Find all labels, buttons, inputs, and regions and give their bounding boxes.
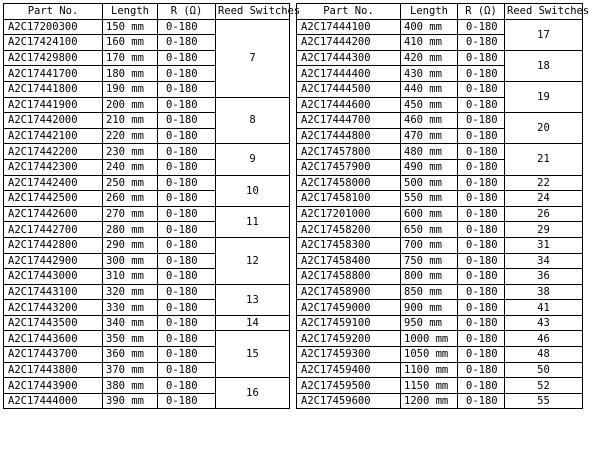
part-number-cell: A2C17459000 [297, 300, 401, 316]
resistance-cell: 0-180 [158, 300, 216, 316]
length-cell: 230 mm [103, 144, 158, 160]
resistance-cell: 0-180 [458, 50, 505, 66]
resistance-cell: 0-180 [158, 113, 216, 129]
part-number-cell: A2C17429800 [4, 50, 103, 66]
table-row [297, 191, 583, 207]
reed-switches-cell: 22 [505, 175, 583, 191]
length-cell: 280 mm [103, 222, 158, 238]
reed-switches-cell: 26 [505, 206, 583, 222]
part-number-cell: A2C17458200 [297, 222, 401, 238]
length-cell: 370 mm [103, 362, 158, 378]
part-number-cell: A2C17443500 [4, 315, 103, 331]
header-part-no: Part No. [4, 4, 103, 20]
resistance-cell: 0-180 [458, 128, 505, 144]
length-cell: 1050 mm [401, 347, 458, 363]
reed-switches-cell: 38 [505, 284, 583, 300]
table-row [297, 393, 583, 409]
resistance-cell: 0-180 [458, 206, 505, 222]
reed-switches-cell: 24 [505, 191, 583, 207]
reed-switches-cell: 48 [505, 347, 583, 363]
length-cell: 310 mm [103, 269, 158, 285]
part-number-cell: A2C17459600 [297, 393, 401, 409]
reed-switches-cell: 20 [505, 113, 583, 144]
length-cell: 350 mm [103, 331, 158, 347]
length-cell: 750 mm [401, 253, 458, 269]
part-number-cell: A2C17443800 [4, 362, 103, 378]
reed-switches-cell: 10 [216, 175, 290, 206]
part-number-cell: A2C17444400 [297, 66, 401, 82]
part-number-cell: A2C17458900 [297, 284, 401, 300]
header-length: Length [103, 4, 158, 20]
length-cell: 650 mm [401, 222, 458, 238]
part-number-cell: A2C17441700 [4, 66, 103, 82]
length-cell: 220 mm [103, 128, 158, 144]
left-parts-table [3, 3, 301, 409]
resistance-cell: 0-180 [458, 191, 505, 207]
part-number-cell: A2C17458300 [297, 237, 401, 253]
reed-switches-cell: 13 [216, 284, 290, 315]
length-cell: 440 mm [401, 81, 458, 97]
part-number-cell: A2C17444000 [4, 393, 103, 409]
reed-switches-cell: 52 [505, 378, 583, 394]
table-row [297, 331, 583, 347]
resistance-cell: 0-180 [158, 331, 216, 347]
header-row [297, 4, 583, 20]
part-number-cell: A2C17459300 [297, 347, 401, 363]
length-cell: 950 mm [401, 315, 458, 331]
header-row [4, 4, 290, 20]
length-cell: 1150 mm [401, 378, 458, 394]
length-cell: 850 mm [401, 284, 458, 300]
length-cell: 500 mm [401, 175, 458, 191]
length-cell: 210 mm [103, 113, 158, 129]
reed-switches-cell: 21 [505, 144, 583, 175]
resistance-cell: 0-180 [458, 159, 505, 175]
resistance-cell: 0-180 [458, 253, 505, 269]
part-number-cell: A2C17444500 [297, 81, 401, 97]
table-row [4, 378, 290, 394]
table-row [4, 144, 290, 160]
resistance-cell: 0-180 [458, 35, 505, 51]
resistance-cell: 0-180 [158, 128, 216, 144]
length-cell: 270 mm [103, 206, 158, 222]
reed-switches-cell: 50 [505, 362, 583, 378]
table-row [297, 347, 583, 363]
length-cell: 490 mm [401, 159, 458, 175]
table-row [4, 175, 290, 191]
length-cell: 600 mm [401, 206, 458, 222]
resistance-cell: 0-180 [158, 144, 216, 160]
part-number-cell: A2C17457900 [297, 159, 401, 175]
resistance-cell: 0-180 [458, 81, 505, 97]
table-row [297, 269, 583, 285]
reed-switches-cell: 18 [505, 50, 583, 81]
part-number-cell: A2C17442800 [4, 237, 103, 253]
length-cell: 250 mm [103, 175, 158, 191]
resistance-cell: 0-180 [458, 284, 505, 300]
length-cell: 700 mm [401, 237, 458, 253]
table-row [297, 284, 583, 300]
part-number-cell: A2C17444700 [297, 113, 401, 129]
resistance-cell: 0-180 [158, 191, 216, 207]
table-row [297, 237, 583, 253]
resistance-cell: 0-180 [458, 315, 505, 331]
part-number-cell: A2C17442000 [4, 113, 103, 129]
part-number-cell: A2C17442200 [4, 144, 103, 160]
length-cell: 360 mm [103, 347, 158, 363]
length-cell: 450 mm [401, 97, 458, 113]
part-number-cell: A2C17424100 [4, 35, 103, 51]
resistance-cell: 0-180 [458, 19, 505, 35]
length-cell: 190 mm [103, 81, 158, 97]
length-cell: 900 mm [401, 300, 458, 316]
table-row [4, 284, 290, 300]
part-number-cell: A2C17441900 [4, 97, 103, 113]
part-number-cell: A2C17442500 [4, 191, 103, 207]
part-number-cell: A2C17443000 [4, 269, 103, 285]
table-row [4, 315, 290, 331]
length-cell: 410 mm [401, 35, 458, 51]
length-cell: 170 mm [103, 50, 158, 66]
header-resistance: R (Ω) [158, 4, 216, 20]
reed-switches-cell: 29 [505, 222, 583, 238]
length-cell: 180 mm [103, 66, 158, 82]
resistance-cell: 0-180 [158, 81, 216, 97]
table-row [4, 237, 290, 253]
part-number-cell: A2C17442700 [4, 222, 103, 238]
part-number-cell: A2C17444800 [297, 128, 401, 144]
resistance-cell: 0-180 [458, 144, 505, 160]
part-number-cell: A2C17443200 [4, 300, 103, 316]
resistance-cell: 0-180 [158, 19, 216, 35]
resistance-cell: 0-180 [458, 300, 505, 316]
table-row [297, 362, 583, 378]
resistance-cell: 0-180 [458, 113, 505, 129]
table-row [297, 222, 583, 238]
length-cell: 800 mm [401, 269, 458, 285]
resistance-cell: 0-180 [158, 159, 216, 175]
part-number-cell: A2C17443700 [4, 347, 103, 363]
table-row [297, 253, 583, 269]
right-parts-table [296, 3, 589, 409]
resistance-cell: 0-180 [158, 206, 216, 222]
reed-switches-cell: 17 [505, 19, 583, 50]
resistance-cell: 0-180 [458, 66, 505, 82]
resistance-cell: 0-180 [458, 331, 505, 347]
part-number-cell: A2C17458400 [297, 253, 401, 269]
table-row [297, 50, 583, 66]
part-number-cell: A2C17459400 [297, 362, 401, 378]
part-number-cell: A2C17200300 [4, 19, 103, 35]
resistance-cell: 0-180 [458, 393, 505, 409]
table-row [297, 81, 583, 97]
table-row [4, 97, 290, 113]
part-number-cell: A2C17459200 [297, 331, 401, 347]
resistance-cell: 0-180 [158, 393, 216, 409]
resistance-cell: 0-180 [158, 237, 216, 253]
table-row [297, 113, 583, 129]
table-row [297, 19, 583, 35]
length-cell: 420 mm [401, 50, 458, 66]
length-cell: 1100 mm [401, 362, 458, 378]
reed-switches-cell: 14 [216, 315, 290, 331]
part-number-cell: A2C17442300 [4, 159, 103, 175]
length-cell: 470 mm [401, 128, 458, 144]
reed-switches-cell: 16 [216, 378, 290, 409]
part-number-cell: A2C17443600 [4, 331, 103, 347]
reed-switches-cell: 41 [505, 300, 583, 316]
reed-switches-cell: 46 [505, 331, 583, 347]
table-row [297, 378, 583, 394]
part-number-cell: A2C17443900 [4, 378, 103, 394]
part-number-cell: A2C17458100 [297, 191, 401, 207]
resistance-cell: 0-180 [158, 347, 216, 363]
resistance-cell: 0-180 [458, 347, 505, 363]
table-row [297, 206, 583, 222]
length-cell: 460 mm [401, 113, 458, 129]
length-cell: 380 mm [103, 378, 158, 394]
table-row [297, 144, 583, 160]
part-number-cell: A2C17442900 [4, 253, 103, 269]
resistance-cell: 0-180 [458, 269, 505, 285]
length-cell: 400 mm [401, 19, 458, 35]
reed-switches-cell: 11 [216, 206, 290, 237]
reed-switches-cell: 12 [216, 237, 290, 284]
length-cell: 480 mm [401, 144, 458, 160]
resistance-cell: 0-180 [158, 97, 216, 113]
part-number-cell: A2C17444200 [297, 35, 401, 51]
reed-switches-cell: 34 [505, 253, 583, 269]
resistance-cell: 0-180 [458, 378, 505, 394]
length-cell: 240 mm [103, 159, 158, 175]
resistance-cell: 0-180 [158, 50, 216, 66]
resistance-cell: 0-180 [158, 362, 216, 378]
table-row [4, 206, 290, 222]
length-cell: 1200 mm [401, 393, 458, 409]
length-cell: 160 mm [103, 35, 158, 51]
resistance-cell: 0-180 [158, 66, 216, 82]
part-number-cell: A2C17444300 [297, 50, 401, 66]
table-row [297, 315, 583, 331]
resistance-cell: 0-180 [458, 222, 505, 238]
reed-switches-cell: 8 [216, 97, 290, 144]
resistance-cell: 0-180 [158, 284, 216, 300]
part-number-cell: A2C17457800 [297, 144, 401, 160]
length-cell: 340 mm [103, 315, 158, 331]
part-number-cell: A2C17442400 [4, 175, 103, 191]
length-cell: 300 mm [103, 253, 158, 269]
reed-switches-cell: 43 [505, 315, 583, 331]
resistance-cell: 0-180 [158, 269, 216, 285]
part-number-cell: A2C17441800 [4, 81, 103, 97]
length-cell: 290 mm [103, 237, 158, 253]
part-number-cell: A2C17443100 [4, 284, 103, 300]
resistance-cell: 0-180 [458, 97, 505, 113]
part-number-cell: A2C17459100 [297, 315, 401, 331]
table-row [297, 175, 583, 191]
part-number-cell: A2C17444600 [297, 97, 401, 113]
header-resistance: R (Ω) [458, 4, 505, 20]
resistance-cell: 0-180 [458, 362, 505, 378]
table-row [4, 19, 290, 35]
resistance-cell: 0-180 [158, 253, 216, 269]
reed-switches-cell: 15 [216, 331, 290, 378]
table-row [4, 331, 290, 347]
resistance-cell: 0-180 [158, 315, 216, 331]
length-cell: 330 mm [103, 300, 158, 316]
reed-switches-cell: 19 [505, 81, 583, 112]
part-number-cell: A2C17459500 [297, 378, 401, 394]
table-row [297, 300, 583, 316]
resistance-cell: 0-180 [458, 237, 505, 253]
resistance-cell: 0-180 [158, 378, 216, 394]
length-cell: 390 mm [103, 393, 158, 409]
length-cell: 320 mm [103, 284, 158, 300]
resistance-cell: 0-180 [158, 222, 216, 238]
reed-switches-cell: 31 [505, 237, 583, 253]
resistance-cell: 0-180 [458, 175, 505, 191]
reed-switches-cell: 55 [505, 393, 583, 409]
length-cell: 150 mm [103, 19, 158, 35]
reed-switches-cell: 36 [505, 269, 583, 285]
header-length: Length [401, 4, 458, 20]
length-cell: 260 mm [103, 191, 158, 207]
length-cell: 200 mm [103, 97, 158, 113]
part-number-cell: A2C17444100 [297, 19, 401, 35]
length-cell: 1000 mm [401, 331, 458, 347]
length-cell: 430 mm [401, 66, 458, 82]
header-part-no: Part No. [297, 4, 401, 20]
part-number-cell: A2C17442600 [4, 206, 103, 222]
header-reed-switches: Reed Switches [216, 4, 290, 20]
part-number-cell: A2C17458800 [297, 269, 401, 285]
part-number-cell: A2C17201000 [297, 206, 401, 222]
resistance-cell: 0-180 [158, 175, 216, 191]
length-cell: 550 mm [401, 191, 458, 207]
reed-switches-cell: 9 [216, 144, 290, 175]
resistance-cell: 0-180 [158, 35, 216, 51]
part-number-cell: A2C17442100 [4, 128, 103, 144]
header-reed-switches: Reed Switches [505, 4, 583, 20]
reed-switches-cell: 7 [216, 19, 290, 97]
part-number-cell: A2C17458000 [297, 175, 401, 191]
